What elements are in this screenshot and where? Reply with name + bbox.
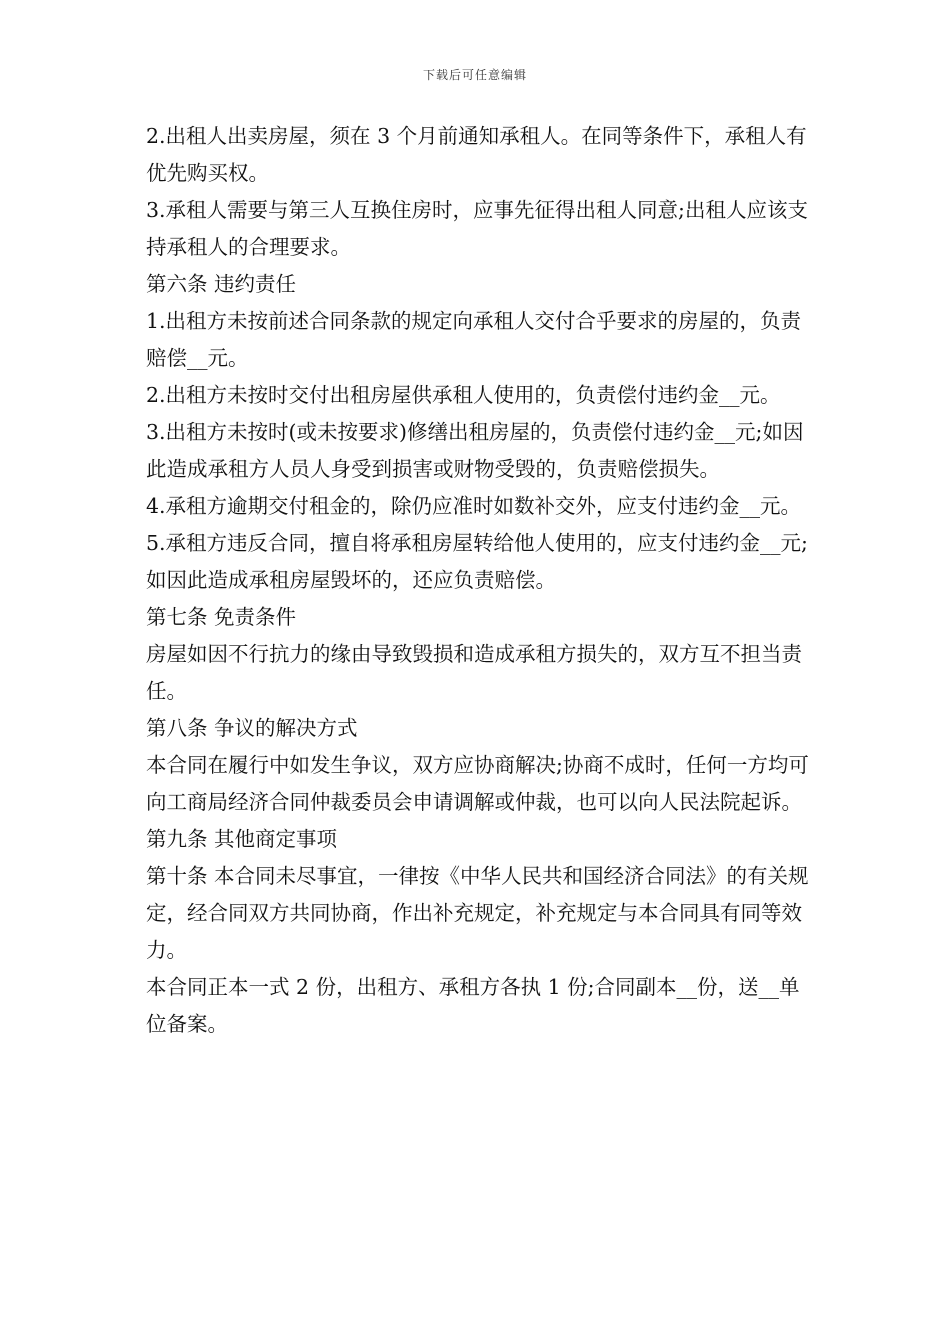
document-body xyxy=(146,118,818,1043)
paragraph-clause-6-1: 1.出租方未按前述合同条款的规定向承租人交付合乎要求的房屋的，负责赔偿__元。 xyxy=(146,309,802,370)
paragraph-article-8: 本合同在履行中如发生争议，双方应协商解决;协商不成时，任何一方均可向工商局经济合同仲裁委员会申请调解或仲裁，也可以向人民法院起诉。 xyxy=(146,753,809,814)
page-header: 下载后可任意编辑 xyxy=(422,68,527,82)
paragraph-article-7: 房屋如因不行抗力的缘由导致毁损和造成承租方损失的，双方互不担当责任。 xyxy=(146,642,802,703)
heading-article-9: 第九条 其他商定事项 xyxy=(146,827,338,851)
paragraph-clause-6-3: 3.出租方未按时(或未按要求)修缮出租房屋的，负责偿付违约金__元;如因此造成承租方人员人身受到损害或财物受毁的，负责赔偿损失。 xyxy=(146,420,804,481)
heading-article-8: 第八条 争议的解决方式 xyxy=(146,716,358,740)
heading-article-6: 第六条 违约责任 xyxy=(146,272,297,296)
paragraph-clause-6-4: 4.承租方逾期交付租金的，除仍应准时如数补交外，应支付违约金__元。 xyxy=(146,494,802,518)
paragraph-clause-5-3: 3.承租人需要与第三人互换住房时，应事先征得出租人同意;出租人应该支持承租人的合理要求。 xyxy=(146,198,808,259)
heading-article-7: 第七条 免责条件 xyxy=(146,605,297,629)
paragraph-copies: 本合同正本一式 2 份，出租方、承租方各执 1 份;合同副本__份，送__单位备案。 xyxy=(146,975,800,1036)
paragraph-clause-5-2: 2.出租人出卖房屋，须在 3 个月前通知承租人。在同等条件下，承租人有优先购买权。 xyxy=(146,124,807,185)
paragraph-clause-6-5: 5.承租方违反合同，擅自将承租房屋转给他人使用的，应支付违约金__元;如因此造成承租房屋毁坏的，还应负责赔偿。 xyxy=(146,531,808,592)
paragraph-article-10: 第十条 本合同未尽事宜，一律按《中华人民共和国经济合同法》的有关规定，经合同双方共同协商，作出补充规定，补充规定与本合同具有同等效力。 xyxy=(146,864,809,962)
paragraph-clause-6-2: 2.出租方未按时交付出租房屋供承租人使用的，负责偿付违约金__元。 xyxy=(146,383,781,407)
